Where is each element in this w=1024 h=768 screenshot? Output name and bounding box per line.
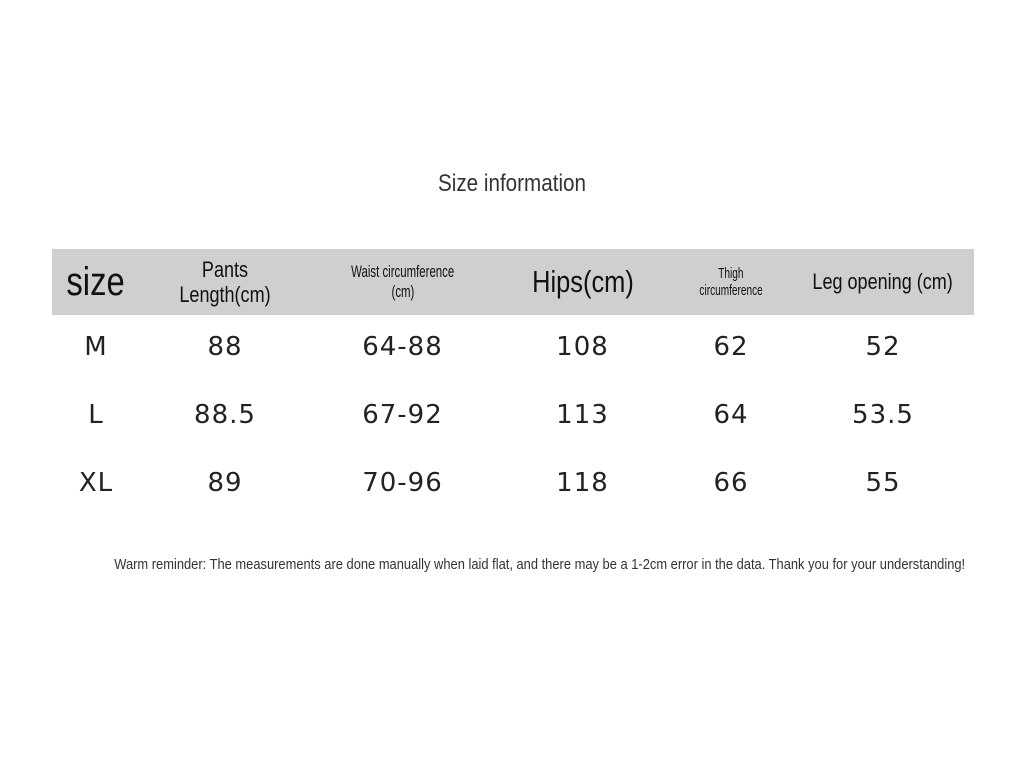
row-xl-hips: 118 <box>556 468 609 498</box>
row-l-thigh: 64 <box>713 400 749 430</box>
header-thigh <box>670 249 792 315</box>
row-l-pants-length: 88.5 <box>194 400 256 430</box>
header-waist-line1: Waist circumference <box>350 262 455 282</box>
row-m-waist: 64-88 <box>362 332 443 362</box>
warm-reminder: Warm reminder: The measurements are done manually when laid flat, and there may be a 1-2cm error in the data. Thank you for your understanding! <box>114 556 966 573</box>
row-m-hips: 108 <box>556 332 609 362</box>
row-l-hips: 113 <box>556 400 609 430</box>
header-pants-length: Pants Length(cm) <box>179 256 271 307</box>
header-thigh-line1: Thigh <box>718 264 744 282</box>
row-m-size: M <box>84 332 108 362</box>
row-xl-size: XL <box>78 468 114 498</box>
row-xl-waist: 70-96 <box>362 468 443 498</box>
header-size: size <box>66 260 126 304</box>
row-xl-thigh: 66 <box>713 468 749 498</box>
row-l-leg-opening: 53.5 <box>852 400 914 430</box>
page-title: Size information <box>437 170 586 197</box>
row-m-thigh: 62 <box>713 332 749 362</box>
header-waist-line2: (cm) <box>391 282 414 301</box>
row-m-leg-opening: 52 <box>865 332 901 362</box>
row-l-waist: 67-92 <box>362 400 443 430</box>
row-l-size: L <box>88 400 104 430</box>
header-waist <box>310 249 495 315</box>
row-xl-pants-length: 89 <box>207 468 243 498</box>
header-leg-opening: Leg opening (cm) <box>812 269 954 295</box>
row-xl-leg-opening: 55 <box>865 468 901 498</box>
header-thigh-line2: circumference <box>699 282 763 299</box>
header-hips: Hips(cm) <box>531 264 634 300</box>
row-m-pants-length: 88 <box>207 332 243 362</box>
